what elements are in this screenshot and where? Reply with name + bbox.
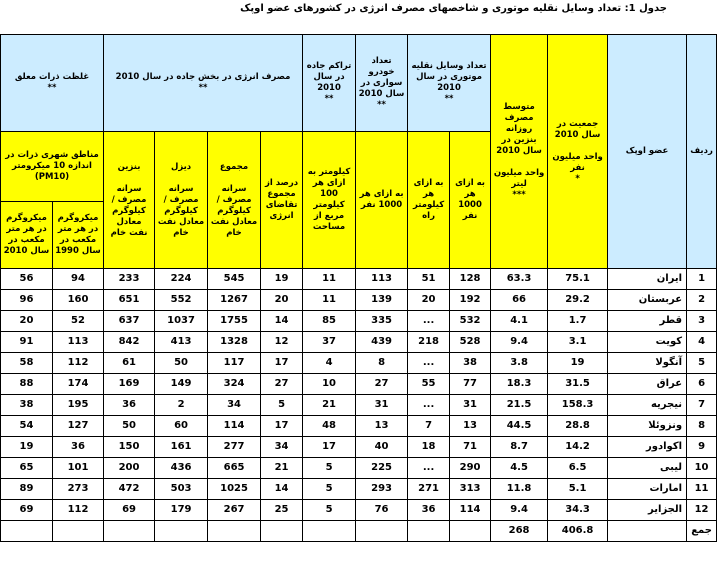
cell-num: 2 [687,290,717,311]
cell-road: 11 [303,290,356,311]
cell-gasoline: 842 [104,332,155,353]
cell-road: 5 [303,500,356,521]
cell-total: 545 [208,269,261,290]
cell-gas: 9.4 [491,332,548,353]
header-cars-per-1000: به ازای هر 1000 نفر [356,132,408,269]
cell-road: 5 [303,458,356,479]
cell-pm2010: 65 [1,458,53,479]
header-member: عضو اوپک [608,35,687,269]
cell-pop: 34.3 [548,500,608,521]
cell-pop: 19 [548,353,608,374]
cell-num: 10 [687,458,717,479]
cell-pm2010: 54 [1,416,53,437]
cell-veh_pp: 71 [450,437,491,458]
table-row [1,500,717,521]
header-energy-gasoline: بنزین سرانه مصرف / کیلوگرم معادل نفت خام [104,132,155,269]
cell-road: 21 [303,395,356,416]
cell-pm2010: 56 [1,269,53,290]
cell-veh_pp: 38 [450,353,491,374]
cell-share: 27 [261,374,303,395]
cell-veh_km: 55 [408,374,450,395]
cell-cars: 335 [356,311,408,332]
cell-diesel: 60 [155,416,208,437]
cell-gas: 8.7 [491,437,548,458]
cell-road: 37 [303,332,356,353]
cell-veh_km: ... [408,311,450,332]
cell-total: 665 [208,458,261,479]
header-pm10: مناطق شهری ذرات در اندازه 10 میکرومتر (PM10) [1,132,104,202]
cell-name: عربستان [608,290,687,311]
cell-name: ایران [608,269,687,290]
cell-cars: 27 [356,374,408,395]
table-title: جدول 1: تعداد وسایل نقلیه موتوری و شاخصهای مصرف انرژی در کشورهای عضو اوپک [240,3,667,14]
cell-veh_pp: 290 [450,458,491,479]
header-gasoline: متوسط مصرف روزانه بنزین در سال 2010 واحد میلیون لیتر *** [491,35,548,269]
cell-share: 14 [261,479,303,500]
cell-road: 11 [303,269,356,290]
cell-veh_pp: 128 [450,269,491,290]
header-pm-2010: میکروگرم در هر متر مکعب در سال 2010 [1,202,53,269]
cell-num: 7 [687,395,717,416]
cell-pm2010: 96 [1,290,53,311]
cell-name: نیجریه [608,395,687,416]
cell-total: 1267 [208,290,261,311]
cell-name: آنگولا [608,353,687,374]
cell-name: اکوادور [608,437,687,458]
cell-diesel: 2 [155,395,208,416]
cell-diesel: 503 [155,479,208,500]
cell-total: 114 [208,416,261,437]
cell-pm2010: 58 [1,353,53,374]
cell-cars: 13 [356,416,408,437]
table-row [1,269,717,290]
cell-name: کویت [608,332,687,353]
header-particulates: غلظت ذرات معلق ** [1,35,104,132]
cell-gasoline: 637 [104,311,155,332]
totals-label: جمع [687,521,717,542]
cell-num: 11 [687,479,717,500]
header-energy-diesel: دیزل سرانه مصرف / کیلوگرم معادل نفت خام [155,132,208,269]
cell-gas: 44.5 [491,416,548,437]
cell-cars: 225 [356,458,408,479]
cell-gasoline: 69 [104,500,155,521]
cell-pop: 75.1 [548,269,608,290]
cell-share: 14 [261,311,303,332]
cell-pop: 14.2 [548,437,608,458]
header-veh-per-km: به ازای هر کیلومتر راه [408,132,450,269]
cell-road: 4 [303,353,356,374]
cell-gas: 66 [491,290,548,311]
cell-gasoline: 61 [104,353,155,374]
cell-veh_km: 218 [408,332,450,353]
cell-total: 34 [208,395,261,416]
table-row [1,374,717,395]
header-energy-total: مجموع سرانه مصرف / کیلوگرم معادل نفت خام [208,132,261,269]
totals-row [1,521,717,542]
cell-pm1990: 273 [53,479,104,500]
cell-road: 48 [303,416,356,437]
cell-veh_pp: 31 [450,395,491,416]
cell-name: ونزوئلا [608,416,687,437]
cell-cars: 293 [356,479,408,500]
cell-pm1990: 101 [53,458,104,479]
cell-pm1990: 36 [53,437,104,458]
cell-gas: 11.8 [491,479,548,500]
cell-gasoline: 472 [104,479,155,500]
totals-population: 406.8 [548,521,608,542]
cell-share: 21 [261,458,303,479]
cell-pm2010: 20 [1,311,53,332]
cell-diesel: 436 [155,458,208,479]
header-vehicles: تعداد وسایل نقلیه موتوری در سال 2010 ** [408,35,491,132]
cell-gas: 63.3 [491,269,548,290]
table-row [1,353,717,374]
cell-share: 17 [261,353,303,374]
cell-veh_pp: 77 [450,374,491,395]
cell-share: 17 [261,416,303,437]
cell-num: 9 [687,437,717,458]
cell-pm2010: 38 [1,395,53,416]
cell-name: الجزایر [608,500,687,521]
table-row [1,458,717,479]
cell-gas: 4.1 [491,311,548,332]
table-body [1,269,717,521]
cell-gas: 9.4 [491,500,548,521]
cell-gasoline: 651 [104,290,155,311]
cell-veh_pp: 313 [450,479,491,500]
cell-num: 3 [687,311,717,332]
cell-road: 85 [303,311,356,332]
cell-veh_pp: 114 [450,500,491,521]
cell-share: 19 [261,269,303,290]
cell-cars: 139 [356,290,408,311]
cell-pop: 1.7 [548,311,608,332]
table-row [1,290,717,311]
cell-pm1990: 112 [53,500,104,521]
cell-total: 324 [208,374,261,395]
cell-pop: 29.2 [548,290,608,311]
cell-veh_km: ... [408,458,450,479]
cell-cars: 439 [356,332,408,353]
header-pm-1990: میکروگرم در هر متر مکعب در سال 1990 [53,202,104,269]
cell-pm1990: 174 [53,374,104,395]
cell-total: 277 [208,437,261,458]
header-row-num: ردیف [687,35,717,269]
cell-share: 5 [261,395,303,416]
cell-pop: 3.1 [548,332,608,353]
cell-total: 1025 [208,479,261,500]
cell-name: قطر [608,311,687,332]
table-row [1,332,717,353]
cell-veh_km: 271 [408,479,450,500]
header-population: جمعیت در سال 2010 واحد میلیون نفر * [548,35,608,269]
cell-diesel: 161 [155,437,208,458]
cell-veh_km: 36 [408,500,450,521]
cell-veh_km: 51 [408,269,450,290]
cell-veh_pp: 532 [450,311,491,332]
cell-veh_km: ... [408,353,450,374]
cell-gas: 3.8 [491,353,548,374]
table-row [1,416,717,437]
opec-vehicles-table [0,34,717,542]
cell-diesel: 224 [155,269,208,290]
cell-pop: 158.3 [548,395,608,416]
table-row [1,479,717,500]
cell-pop: 28.8 [548,416,608,437]
cell-gas: 18.3 [491,374,548,395]
cell-diesel: 179 [155,500,208,521]
cell-num: 1 [687,269,717,290]
header-road-density: تراکم جاده در سال 2010 ** [303,35,356,132]
cell-veh_pp: 192 [450,290,491,311]
cell-cars: 113 [356,269,408,290]
cell-num: 4 [687,332,717,353]
cell-pm1990: 160 [53,290,104,311]
cell-gasoline: 150 [104,437,155,458]
cell-gas: 4.5 [491,458,548,479]
cell-name: لیبی [608,458,687,479]
cell-gasoline: 36 [104,395,155,416]
header-energy: مصرف انرژی در بخش جاده در سال 2010 ** [104,35,303,132]
cell-total: 117 [208,353,261,374]
cell-total: 1328 [208,332,261,353]
cell-veh_pp: 13 [450,416,491,437]
cell-pm2010: 91 [1,332,53,353]
cell-pm1990: 94 [53,269,104,290]
cell-share: 12 [261,332,303,353]
table-row [1,311,717,332]
header-veh-per-1000: به ازای هر 1000 نفر [450,132,491,269]
cell-road: 17 [303,437,356,458]
cell-veh_km: ... [408,395,450,416]
cell-road: 10 [303,374,356,395]
cell-name: عراق [608,374,687,395]
cell-total: 1755 [208,311,261,332]
cell-pm1990: 195 [53,395,104,416]
cell-share: 34 [261,437,303,458]
totals-blank [608,521,687,542]
header-energy-share: درصد از مجموع تقاضای انرژی [261,132,303,269]
cell-veh_km: 7 [408,416,450,437]
header-road-km: کیلومتر به ازای هر 100 کیلومتر مربع از مساحت [303,132,356,269]
cell-pm1990: 52 [53,311,104,332]
table-row [1,395,717,416]
cell-pm2010: 88 [1,374,53,395]
cell-pop: 6.5 [548,458,608,479]
table-row [1,437,717,458]
cell-num: 5 [687,353,717,374]
cell-share: 20 [261,290,303,311]
cell-pm1990: 113 [53,332,104,353]
cell-pop: 5.1 [548,479,608,500]
cell-pm2010: 69 [1,500,53,521]
cell-gasoline: 169 [104,374,155,395]
cell-cars: 76 [356,500,408,521]
cell-veh_km: 20 [408,290,450,311]
cell-diesel: 413 [155,332,208,353]
cell-num: 8 [687,416,717,437]
cell-diesel: 50 [155,353,208,374]
cell-diesel: 1037 [155,311,208,332]
header-cars: تعداد خودرو سواری در سال 2010 ** [356,35,408,132]
cell-gas: 21.5 [491,395,548,416]
cell-pm2010: 19 [1,437,53,458]
cell-cars: 40 [356,437,408,458]
cell-veh_km: 18 [408,437,450,458]
cell-pop: 31.5 [548,374,608,395]
cell-road: 5 [303,479,356,500]
cell-gasoline: 233 [104,269,155,290]
cell-pm1990: 127 [53,416,104,437]
cell-num: 12 [687,500,717,521]
cell-diesel: 552 [155,290,208,311]
cell-name: امارات [608,479,687,500]
cell-share: 25 [261,500,303,521]
cell-cars: 31 [356,395,408,416]
cell-gasoline: 50 [104,416,155,437]
cell-veh_pp: 528 [450,332,491,353]
totals-gasoline: 268 [491,521,548,542]
cell-cars: 8 [356,353,408,374]
cell-diesel: 149 [155,374,208,395]
cell-total: 267 [208,500,261,521]
cell-gasoline: 200 [104,458,155,479]
cell-pm1990: 112 [53,353,104,374]
cell-num: 6 [687,374,717,395]
cell-pm2010: 89 [1,479,53,500]
